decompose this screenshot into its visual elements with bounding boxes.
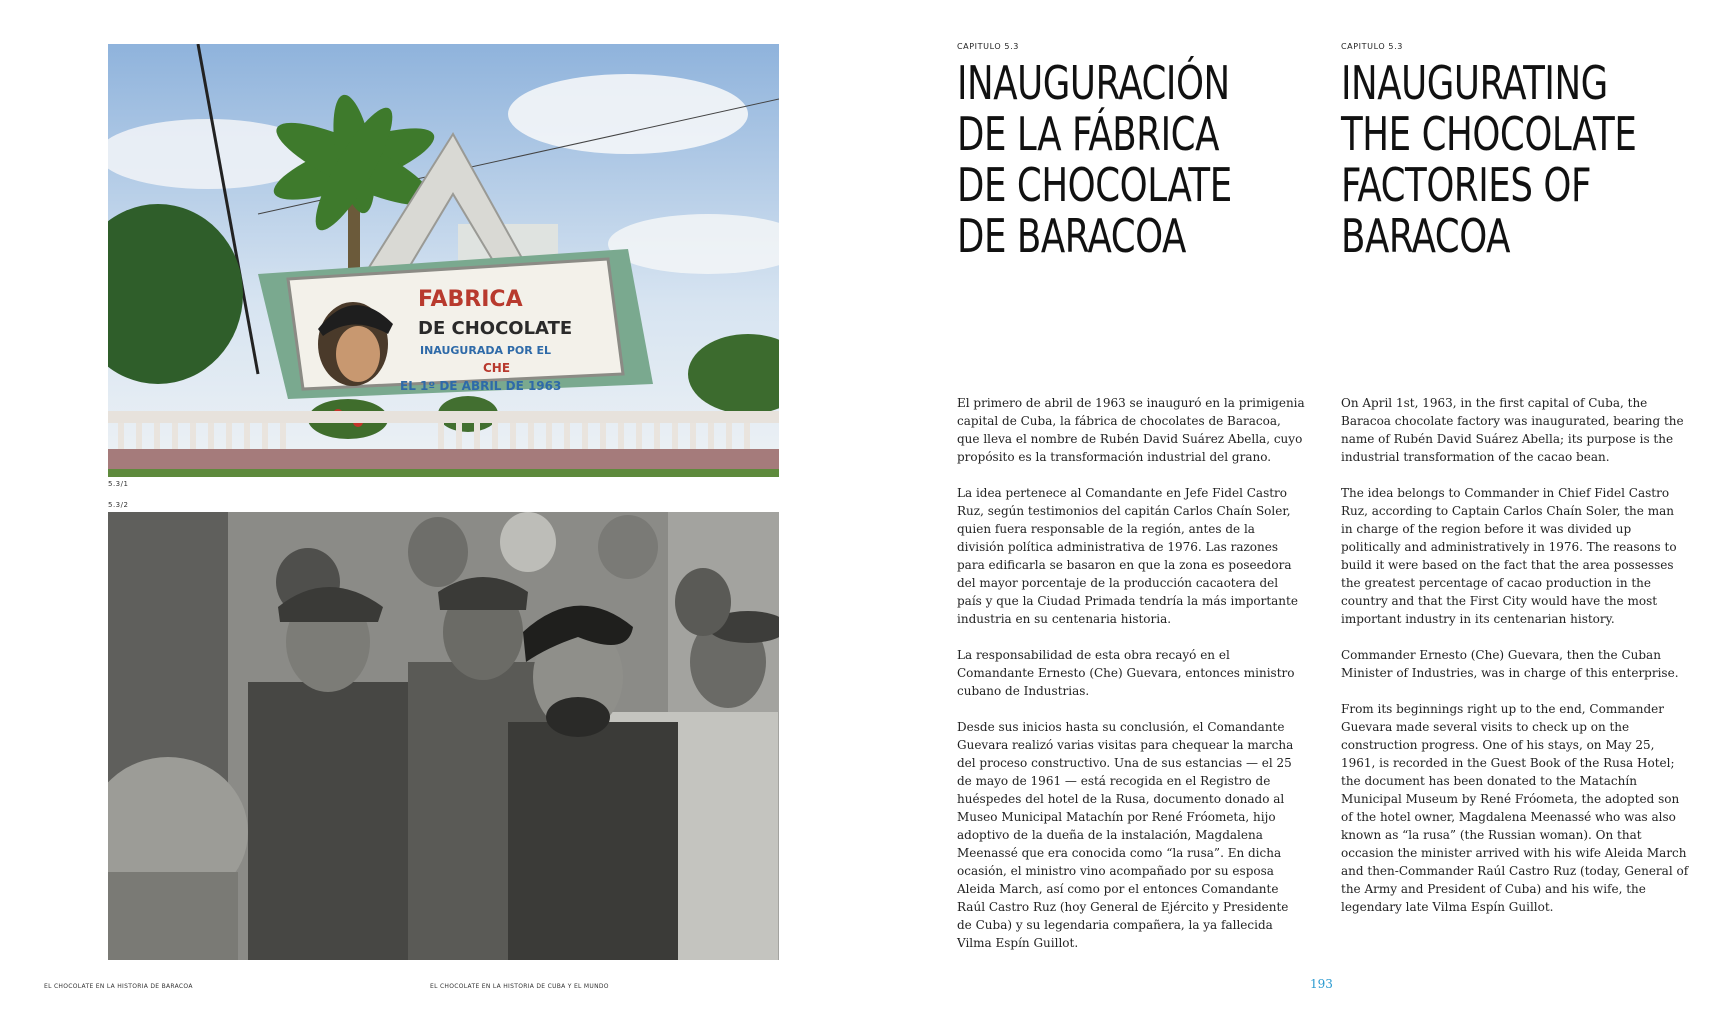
spanish-column [957,42,1305,950]
spanish-title-line: INAUGURACIÓN [957,56,1230,110]
spanish-chapter-label: CAPITULO 5.3 [957,42,1019,51]
photo2-label: 5.3/2 [108,501,129,509]
sign-line-1: FABRICA [418,287,523,312]
english-title-line: BARACOA [1341,209,1511,263]
sign-line-5: EL 1º DE ABRIL DE 1963 [400,379,562,393]
sign-line-3: INAUGURADA POR EL [420,344,552,357]
historic-group-image [108,512,779,960]
english-body [1341,394,1689,934]
spanish-title-line: DE BARACOA [957,209,1186,263]
spanish-paragraph: El primero de abril de 1963 se inauguró en la primigenia capital de Cuba, la fábrica de chocolates de Baracoa, que lleva el nombre de Rubén David Suárez Abella, cuyo propósito es la transformación industrial del grano. [957,396,1305,464]
english-title-line: THE CHOCOLATE [1341,107,1637,161]
english-title [1341,58,1685,262]
footer-left-running-head: EL CHOCOLATE EN LA HISTORIA DE BARACOA [44,983,193,990]
historic-group-photo [108,512,779,960]
spanish-title-line: DE LA FÁBRICA [957,107,1219,161]
spanish-body [957,394,1305,970]
page-number: 193 [1310,977,1333,991]
spanish-title [957,58,1301,262]
english-paragraph: On April 1st, 1963, in the first capital of Cuba, the Baracoa chocolate factory was inaugurated, bearing the name of Rubén David Suárez Abella; its purpose is the industrial transformation of the cacao bean. [1341,396,1684,464]
spanish-paragraph: La responsabilidad de esta obra recayó en el Comandante Ernesto (Che) Guevara, entonces ministro cubano de Industrias. [957,648,1295,698]
english-title-line: FACTORIES OF [1341,158,1592,212]
spanish-paragraph: La idea pertenece al Comandante en Jefe Fidel Castro Ruz, según testimonios del capitán Carlos Chaín Soler, quien fuera responsable de la región, antes de la división política administrativa de 1976. Las razones para edificarla se basaron en que la zona es poseedora del mayor porcentaje de la producción cacaotera del país y que la Ciudad Primada tendría la más importante industria en su centenaria historia. [957,486,1298,626]
english-column [1341,42,1689,914]
photo1-label: 5.3/1 [108,480,129,488]
spanish-paragraph: Desde sus inicios hasta su conclusión, el Comandante Guevara realizó varias visitas para chequear la marcha del proceso constructivo. Una de sus estancias — el 25 de mayo de 1961 — está recogida en el Registro de huéspedes del hotel de la Rusa, documento donado al Museo Municipal Matachín por René Fróometa, hijo adoptivo de la dueña de la instalación, Magdalena Meenassé que era conocida como “la rusa”. En dicha ocasión, el ministro vino acompañado por su esposa Aleida March, así como por el entonces Comandante Raúl Castro Ruz (hoy General de Ejército y Presidente de Cuba) y su legendaria compañera, la ya fallecida Vilma Espín Guillot. [957,720,1294,950]
factory-sign-image [108,44,779,477]
footer-middle-running-head: EL CHOCOLATE EN LA HISTORIA DE CUBA Y EL MUNDO [430,983,609,990]
sign-line-4: CHE [483,361,511,375]
factory-sign-photo [108,44,779,477]
english-paragraph: From its beginnings right up to the end, Commander Guevara made several visits to check up on the construction progress. One of his stays, on May 25, 1961, is recorded in the Guest Book of the Rusa Hotel; the document has been donated to the Matachín Municipal Museum by René Fróometa, the adopted son of the hotel owner, Magdalena Meenassé who was also known as “la rusa” (the Russian woman). On that occasion the minister arrived with his wife Aleida March and then-Commander Raúl Castro Ruz (today, General of the Army and President of Cuba) and his wife, the legendary late Vilma Espín Guillot. [1341,702,1689,914]
english-chapter-label: CAPITULO 5.3 [1341,42,1403,51]
spanish-title-line: DE CHOCOLATE [957,158,1232,212]
english-paragraph: Commander Ernesto (Che) Guevara, then the Cuban Minister of Industries, was in charge of this enterprise. [1341,648,1679,680]
english-title-line: INAUGURATING [1341,56,1608,110]
sign-line-2: DE CHOCOLATE [418,318,573,339]
english-paragraph: The idea belongs to Commander in Chief Fidel Castro Ruz, according to Captain Carlos Chaín Soler, the man in charge of the region before it was divided up politically and administratively in 1976. The reasons to build it were based on the fact that the area possesses the greatest percentage of cacao production in the country and that the First City would have the most important industry in its centenarian history. [1341,486,1677,626]
